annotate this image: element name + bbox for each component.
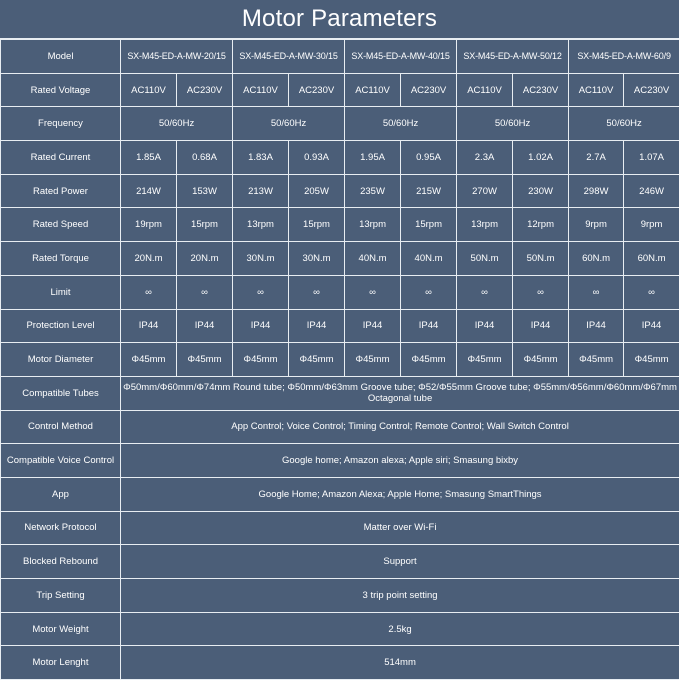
diameter-cell: Φ45mm	[457, 343, 513, 377]
row-compatible-tubes	[1, 376, 679, 410]
diameter-cell: Φ45mm	[233, 343, 289, 377]
label-rated-speed: Rated Speed	[1, 208, 121, 242]
label-app: App	[1, 477, 121, 511]
frequency-cell: 50/60Hz	[569, 107, 679, 141]
label-rated-power: Rated Power	[1, 174, 121, 208]
voltage-cell: AC230V	[289, 73, 345, 107]
model-cell: SX-M45-ED-A-MW-40/15	[345, 40, 457, 74]
torque-cell: 30N.m	[289, 242, 345, 276]
speed-cell: 9rpm	[569, 208, 624, 242]
limit-cell: ∞	[289, 275, 345, 309]
row-rated-power	[1, 174, 679, 208]
speed-cell: 15rpm	[401, 208, 457, 242]
protection-cell: IP44	[177, 309, 233, 343]
row-protection-level	[1, 309, 679, 343]
torque-cell: 60N.m	[569, 242, 624, 276]
page-title: Motor Parameters	[0, 0, 679, 39]
label-blocked-rebound: Blocked Rebound	[1, 545, 121, 579]
speed-cell: 13rpm	[345, 208, 401, 242]
voltage-cell: AC230V	[513, 73, 569, 107]
limit-cell: ∞	[569, 275, 624, 309]
diameter-cell: Φ45mm	[177, 343, 233, 377]
label-model: Model	[1, 40, 121, 74]
app-value: Google Home; Amazon Alexa; Apple Home; Smasung SmartThings	[121, 477, 679, 511]
voltage-cell: AC110V	[121, 73, 177, 107]
current-cell: 1.07A	[624, 141, 679, 175]
label-motor-weight: Motor Weight	[1, 612, 121, 646]
limit-cell: ∞	[513, 275, 569, 309]
frequency-cell: 50/60Hz	[121, 107, 233, 141]
current-cell: 0.95A	[401, 141, 457, 175]
row-rated-speed	[1, 208, 679, 242]
current-cell: 1.02A	[513, 141, 569, 175]
label-rated-voltage: Rated Voltage	[1, 73, 121, 107]
protection-cell: IP44	[121, 309, 177, 343]
row-trip-setting	[1, 579, 679, 613]
voltage-cell: AC230V	[624, 73, 679, 107]
current-cell: 1.95A	[345, 141, 401, 175]
torque-cell: 20N.m	[177, 242, 233, 276]
speed-cell: 9rpm	[624, 208, 679, 242]
label-trip-setting: Trip Setting	[1, 579, 121, 613]
frequency-cell: 50/60Hz	[457, 107, 569, 141]
torque-cell: 40N.m	[345, 242, 401, 276]
row-rated-torque	[1, 242, 679, 276]
protection-cell: IP44	[289, 309, 345, 343]
speed-cell: 13rpm	[457, 208, 513, 242]
row-network-protocol	[1, 511, 679, 545]
row-rated-voltage	[1, 73, 679, 107]
parameters-table	[0, 39, 679, 680]
speed-cell: 15rpm	[289, 208, 345, 242]
row-app	[1, 477, 679, 511]
voice-control-value: Google home; Amazon alexa; Apple siri; Smasung bixby	[121, 444, 679, 478]
row-motor-weight	[1, 612, 679, 646]
compatible-tubes-value: Φ50mm/Φ60mm/Φ74mm Round tube; Φ50mm/Φ63mm Groove tube; Φ52/Φ55mm Groove tube; Φ55mm/Φ56mm/Φ60mm/Φ67mm Octagonal tube	[121, 376, 679, 410]
protection-cell: IP44	[513, 309, 569, 343]
limit-cell: ∞	[121, 275, 177, 309]
power-cell: 230W	[513, 174, 569, 208]
speed-cell: 15rpm	[177, 208, 233, 242]
label-frequency: Frequency	[1, 107, 121, 141]
label-network-protocol: Network Protocol	[1, 511, 121, 545]
blocked-rebound-value: Support	[121, 545, 679, 579]
motor-weight-value: 2.5kg	[121, 612, 679, 646]
row-motor-length	[1, 646, 679, 680]
frequency-cell: 50/60Hz	[233, 107, 345, 141]
motor-length-value: 514mm	[121, 646, 679, 680]
diameter-cell: Φ45mm	[624, 343, 679, 377]
label-motor-diameter: Motor Diameter	[1, 343, 121, 377]
row-limit	[1, 275, 679, 309]
speed-cell: 19rpm	[121, 208, 177, 242]
voltage-cell: AC110V	[569, 73, 624, 107]
voltage-cell: AC110V	[233, 73, 289, 107]
torque-cell: 40N.m	[401, 242, 457, 276]
model-cell: SX-M45-ED-A-MW-50/12	[457, 40, 569, 74]
power-cell: 298W	[569, 174, 624, 208]
row-frequency	[1, 107, 679, 141]
diameter-cell: Φ45mm	[289, 343, 345, 377]
protection-cell: IP44	[401, 309, 457, 343]
diameter-cell: Φ45mm	[121, 343, 177, 377]
limit-cell: ∞	[345, 275, 401, 309]
current-cell: 1.83A	[233, 141, 289, 175]
power-cell: 215W	[401, 174, 457, 208]
speed-cell: 13rpm	[233, 208, 289, 242]
power-cell: 246W	[624, 174, 679, 208]
current-cell: 2.7A	[569, 141, 624, 175]
row-blocked-rebound	[1, 545, 679, 579]
row-model	[1, 40, 679, 74]
label-compatible-tubes: Compatible Tubes	[1, 376, 121, 410]
control-method-value: App Control; Voice Control; Timing Control; Remote Control; Wall Switch Control	[121, 410, 679, 444]
label-protection-level: Protection Level	[1, 309, 121, 343]
model-cell: SX-M45-ED-A-MW-20/15	[121, 40, 233, 74]
limit-cell: ∞	[233, 275, 289, 309]
current-cell: 1.85A	[121, 141, 177, 175]
voltage-cell: AC230V	[401, 73, 457, 107]
current-cell: 0.68A	[177, 141, 233, 175]
row-rated-current	[1, 141, 679, 175]
diameter-cell: Φ45mm	[401, 343, 457, 377]
voltage-cell: AC110V	[457, 73, 513, 107]
torque-cell: 50N.m	[457, 242, 513, 276]
current-cell: 2.3A	[457, 141, 513, 175]
diameter-cell: Φ45mm	[569, 343, 624, 377]
speed-cell: 12rpm	[513, 208, 569, 242]
model-cell: SX-M45-ED-A-MW-60/9	[569, 40, 679, 74]
label-compatible-voice-control: Compatible Voice Control	[1, 444, 121, 478]
label-rated-current: Rated Current	[1, 141, 121, 175]
power-cell: 213W	[233, 174, 289, 208]
label-limit: Limit	[1, 275, 121, 309]
protection-cell: IP44	[457, 309, 513, 343]
protection-cell: IP44	[233, 309, 289, 343]
network-protocol-value: Matter over Wi-Fi	[121, 511, 679, 545]
limit-cell: ∞	[457, 275, 513, 309]
limit-cell: ∞	[177, 275, 233, 309]
row-compatible-voice-control	[1, 444, 679, 478]
model-cell: SX-M45-ED-A-MW-30/15	[233, 40, 345, 74]
torque-cell: 30N.m	[233, 242, 289, 276]
power-cell: 270W	[457, 174, 513, 208]
trip-setting-value: 3 trip point setting	[121, 579, 679, 613]
voltage-cell: AC110V	[345, 73, 401, 107]
diameter-cell: Φ45mm	[345, 343, 401, 377]
torque-cell: 50N.m	[513, 242, 569, 276]
row-control-method	[1, 410, 679, 444]
label-rated-torque: Rated Torque	[1, 242, 121, 276]
label-motor-length: Motor Lenght	[1, 646, 121, 680]
power-cell: 153W	[177, 174, 233, 208]
frequency-cell: 50/60Hz	[345, 107, 457, 141]
torque-cell: 20N.m	[121, 242, 177, 276]
limit-cell: ∞	[624, 275, 679, 309]
voltage-cell: AC230V	[177, 73, 233, 107]
limit-cell: ∞	[401, 275, 457, 309]
protection-cell: IP44	[569, 309, 624, 343]
current-cell: 0.93A	[289, 141, 345, 175]
row-motor-diameter	[1, 343, 679, 377]
power-cell: 205W	[289, 174, 345, 208]
power-cell: 214W	[121, 174, 177, 208]
diameter-cell: Φ45mm	[513, 343, 569, 377]
protection-cell: IP44	[345, 309, 401, 343]
label-control-method: Control Method	[1, 410, 121, 444]
power-cell: 235W	[345, 174, 401, 208]
torque-cell: 60N.m	[624, 242, 679, 276]
protection-cell: IP44	[624, 309, 679, 343]
